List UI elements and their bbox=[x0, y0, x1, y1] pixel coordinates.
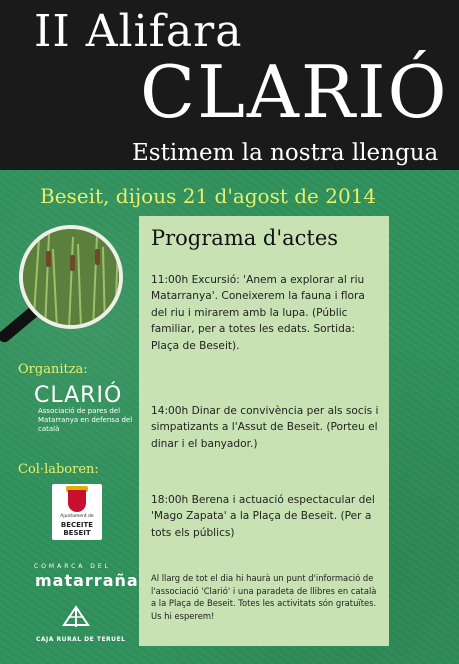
ajuntament-logo bbox=[52, 484, 102, 540]
organizer-description: Associació de pares del Matarranya en defensa del català bbox=[38, 407, 133, 433]
program-event: 14:00h Dinar de convivència per als socis i simpatizants a l'Assut de Beseit. (Porteu el dinar i el banyador.) bbox=[151, 405, 379, 450]
organizer-label: Organitza: bbox=[18, 362, 88, 377]
magnifier-icon bbox=[19, 225, 123, 329]
event-date: Beseit, dijous 21 d'agost de 2014 bbox=[40, 184, 377, 208]
matarranya-logo: matarraña bbox=[35, 571, 139, 590]
ajuntament-line3: BESEIT bbox=[63, 529, 91, 537]
program-title: Programa d'actes bbox=[151, 226, 339, 250]
program-event: 18:00h Berena i actuació espectacular del 'Mago Zapata' a la Plaça de Beseit. (Per a tots els públics) bbox=[151, 494, 375, 539]
ajuntament-line2: BECEITE bbox=[60, 521, 94, 529]
comarca-label: COMARCA DEL bbox=[34, 563, 112, 570]
ajuntament-line1: Ajuntament de bbox=[60, 514, 94, 519]
ajuntament-name bbox=[52, 521, 102, 537]
title-line1: II Alifara bbox=[34, 6, 243, 57]
program-event: 11:00h Excursió: 'Anem a explorar al riu Matarranya'. Coneixerem la fauna i flora del riu i mirarem amb la lupa. (Públic familiar, per a totes les edats. Sortida: Plaça de Beseit). bbox=[151, 274, 365, 352]
caja-rural-label: CAJA RURAL DE TERUEL bbox=[36, 636, 126, 643]
collaborators-label: Col·laboren: bbox=[18, 462, 99, 477]
poster-header bbox=[0, 0, 459, 170]
caja-rural-logo-icon bbox=[58, 605, 94, 629]
subtitle: Estimem la nostra llengua bbox=[132, 140, 439, 166]
title-line2: CLARIÓ bbox=[140, 50, 449, 134]
coat-of-arms-icon bbox=[68, 490, 86, 512]
clario-logo: CLARIÓ bbox=[34, 383, 123, 408]
program-note: Al llarg de tot el dia hi haurà un punt d'informació de l'associació 'Clarió' i una paradeta de llibres en català a la Plaça de Beseit. Totes les activitats són gratuïtes. Us hi esperem! bbox=[151, 573, 377, 621]
